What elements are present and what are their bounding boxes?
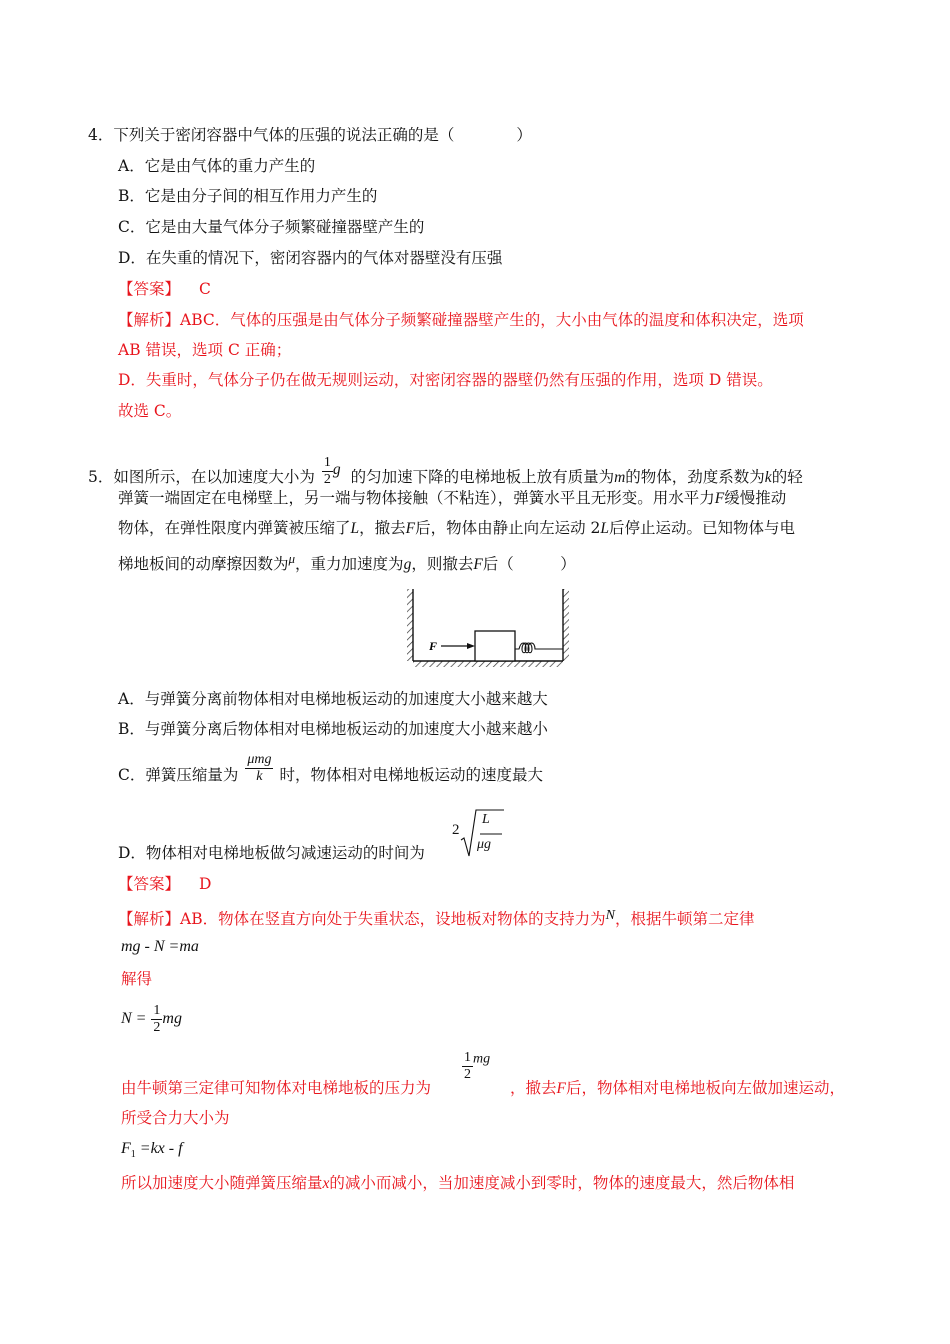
fraction-denominator: 2 [153, 1019, 161, 1035]
symbol-g: g [403, 556, 412, 573]
analysis-text: 后，物体相对电梯地板向左做加速运动， [565, 1079, 845, 1097]
option-text: 时，物体相对电梯地板运动的速度最大 [279, 766, 543, 784]
equation-right: mg [162, 1010, 182, 1027]
fraction-half [462, 1050, 473, 1083]
q5-option-c [118, 752, 543, 798]
symbol-mu: μ [288, 551, 296, 566]
q5-stem-line-3 [118, 518, 795, 539]
sqrt-denominator: μg [477, 837, 492, 852]
q5-stem-line-4 [118, 549, 576, 575]
fraction-numerator: 1 [464, 1050, 471, 1065]
q5-option-d [118, 843, 425, 863]
fraction-half [322, 455, 333, 488]
q5-analysis-line-3b [510, 1078, 845, 1099]
fraction-half [151, 1003, 162, 1036]
q5-analysis-line-4: 所受合力大小为 [121, 1109, 230, 1127]
stem-text: ，撤去 [359, 519, 406, 537]
q5-option-b: B．与弹簧分离后物体相对电梯地板运动的加速度大小越来越小 [118, 720, 548, 738]
fraction-denominator: k [245, 768, 273, 785]
symbol-F: F [121, 1140, 131, 1157]
q4-analysis-line-4: 故选 C。 [118, 402, 182, 420]
fraction-mumg-over-k [245, 752, 273, 785]
stem-text: 缓慢推动 [724, 489, 787, 507]
stem-text: 的轻 [771, 468, 803, 486]
symbol-g: g [332, 461, 341, 478]
subscript: 1 [130, 1149, 136, 1161]
q4-answer [118, 279, 211, 299]
symbol-F: F [473, 556, 483, 573]
floor-hatch [413, 661, 563, 667]
symbol-F: F [556, 1080, 566, 1097]
answer-label: 【答案】 [118, 280, 181, 298]
q4-option-a: A．它是由气体的重力产生的 [118, 157, 316, 175]
symbol-L: L [600, 520, 610, 537]
symbol-L: L [350, 520, 360, 537]
answer-value: D [198, 875, 212, 893]
fraction-numerator: μmg [247, 751, 272, 767]
fraction-denominator: 2 [323, 471, 331, 487]
analysis-text: 的减小而减小，当加速度减小到零时，物体的速度最大，然后物体相 [329, 1174, 795, 1192]
stem-text: 5．如图所示，在以加速度大小为 [88, 468, 315, 486]
analysis-text: ，撤去 [510, 1079, 557, 1097]
q5-stem-line-1 [88, 452, 803, 488]
elevator-spring-figure [405, 585, 575, 670]
option-text: C．弹簧压缩量为 [118, 766, 239, 784]
spring [515, 643, 563, 653]
q4-option-d: D．在失重的情况下，密闭容器内的气体对器壁没有压强 [118, 249, 503, 267]
solve-label: 解得 [121, 970, 153, 988]
symbol-N: N [605, 908, 615, 923]
arrow-head-icon [467, 643, 475, 649]
sqrt-numerator: L [482, 812, 490, 827]
equation-net-force [121, 1139, 183, 1165]
stem-text: 梯地板间的动摩擦因数为 [118, 555, 289, 573]
equation-right: =kx - f [139, 1140, 183, 1157]
stem-text: 弹簧一端固定在电梯壁上，另一端与物体接触（不粘连），弹簧水平且无形变。用水平力 [118, 489, 715, 507]
option-text: D．物体相对电梯地板做匀减速运动的时间为 [118, 844, 425, 862]
fraction-numerator: 1 [153, 1002, 161, 1018]
analysis-text: 由牛顿第三定律可知物体对电梯地板的压力为 [121, 1079, 432, 1097]
stem-text: 的物体，劲度系数为 [625, 468, 765, 486]
equation-left: N = [121, 1010, 147, 1027]
answer-label: 【答案】 [118, 875, 181, 893]
q5-answer [118, 874, 211, 894]
symbol-F: F [405, 520, 416, 537]
force-label: F [429, 639, 438, 653]
coefficient: 2 [452, 822, 460, 838]
q4-analysis-line-3: D．失重时，气体分子仍在做无规则运动，对密闭容器的器壁仍然有压强的作用，选项 D 错误。 [118, 371, 773, 389]
q4-stem: 4．下列关于密闭容器中气体的压强的说法正确的是（ ） [88, 126, 532, 144]
q4-analysis-line-1 [118, 310, 804, 330]
fraction-numerator: 1 [323, 454, 331, 470]
symbol-m: m [614, 469, 626, 486]
right-wall-hatch [563, 589, 569, 661]
stem-text: 物体，在弹性限度内弹簧被压缩了 [118, 519, 351, 537]
analysis-text: ABC．气体的压强是由气体分子频繁碰撞器壁产生的，大小由气体的温度和体积决定，选项 [180, 311, 804, 329]
q4-analysis-line-2: AB 错误，选项 C 正确； [118, 341, 292, 359]
answer-value: C [198, 280, 211, 298]
stem-text: 后，物体由静止向左运动 2 [415, 519, 601, 537]
q5-analysis-line-1 [118, 906, 754, 929]
stem-text: 后（ ） [482, 555, 576, 573]
q5-analysis-line-3 [121, 1078, 431, 1098]
analysis-text: AB．物体在竖直方向处于失重状态，设地板对物体的支持力为 [180, 910, 606, 928]
stem-text: ，重力加速度为 [295, 555, 404, 573]
analysis-text: ，根据牛顿第二定律 [614, 910, 755, 928]
stem-text: 后停止运动。已知物体与电 [609, 519, 796, 537]
left-wall-hatch [407, 589, 413, 661]
equation-newton-second-law: mg - N =ma [121, 938, 199, 955]
fraction-half-mg [462, 1050, 490, 1083]
symbol-mg: mg [473, 1051, 491, 1067]
equation-normal-force [121, 998, 182, 1038]
q4-option-c: C．它是由大量气体分子频繁碰撞器壁产生的 [118, 218, 425, 236]
fraction-denominator: 2 [464, 1067, 471, 1082]
symbol-F: F [714, 490, 725, 507]
q5-analysis-line-5 [121, 1173, 794, 1194]
analysis-text: 所以加速度大小随弹簧压缩量 [121, 1174, 323, 1192]
stem-text: 的匀加速下降的电梯地板上放有质量为 [350, 468, 615, 486]
q5-option-a: A．与弹簧分离前物体相对电梯地板运动的加速度大小越来越大 [118, 690, 548, 708]
block [475, 631, 515, 661]
q5-stem-line-2 [118, 488, 786, 509]
stem-text: ，则撤去 [411, 555, 474, 573]
analysis-label: 【解析】 [118, 311, 181, 329]
analysis-label: 【解析】 [118, 910, 181, 928]
symbol-x: x [322, 1175, 330, 1192]
symbol-k: k [764, 469, 772, 486]
q4-option-b: B．它是由分子间的相互作用力产生的 [118, 187, 378, 205]
sqrt-expression [452, 806, 504, 858]
